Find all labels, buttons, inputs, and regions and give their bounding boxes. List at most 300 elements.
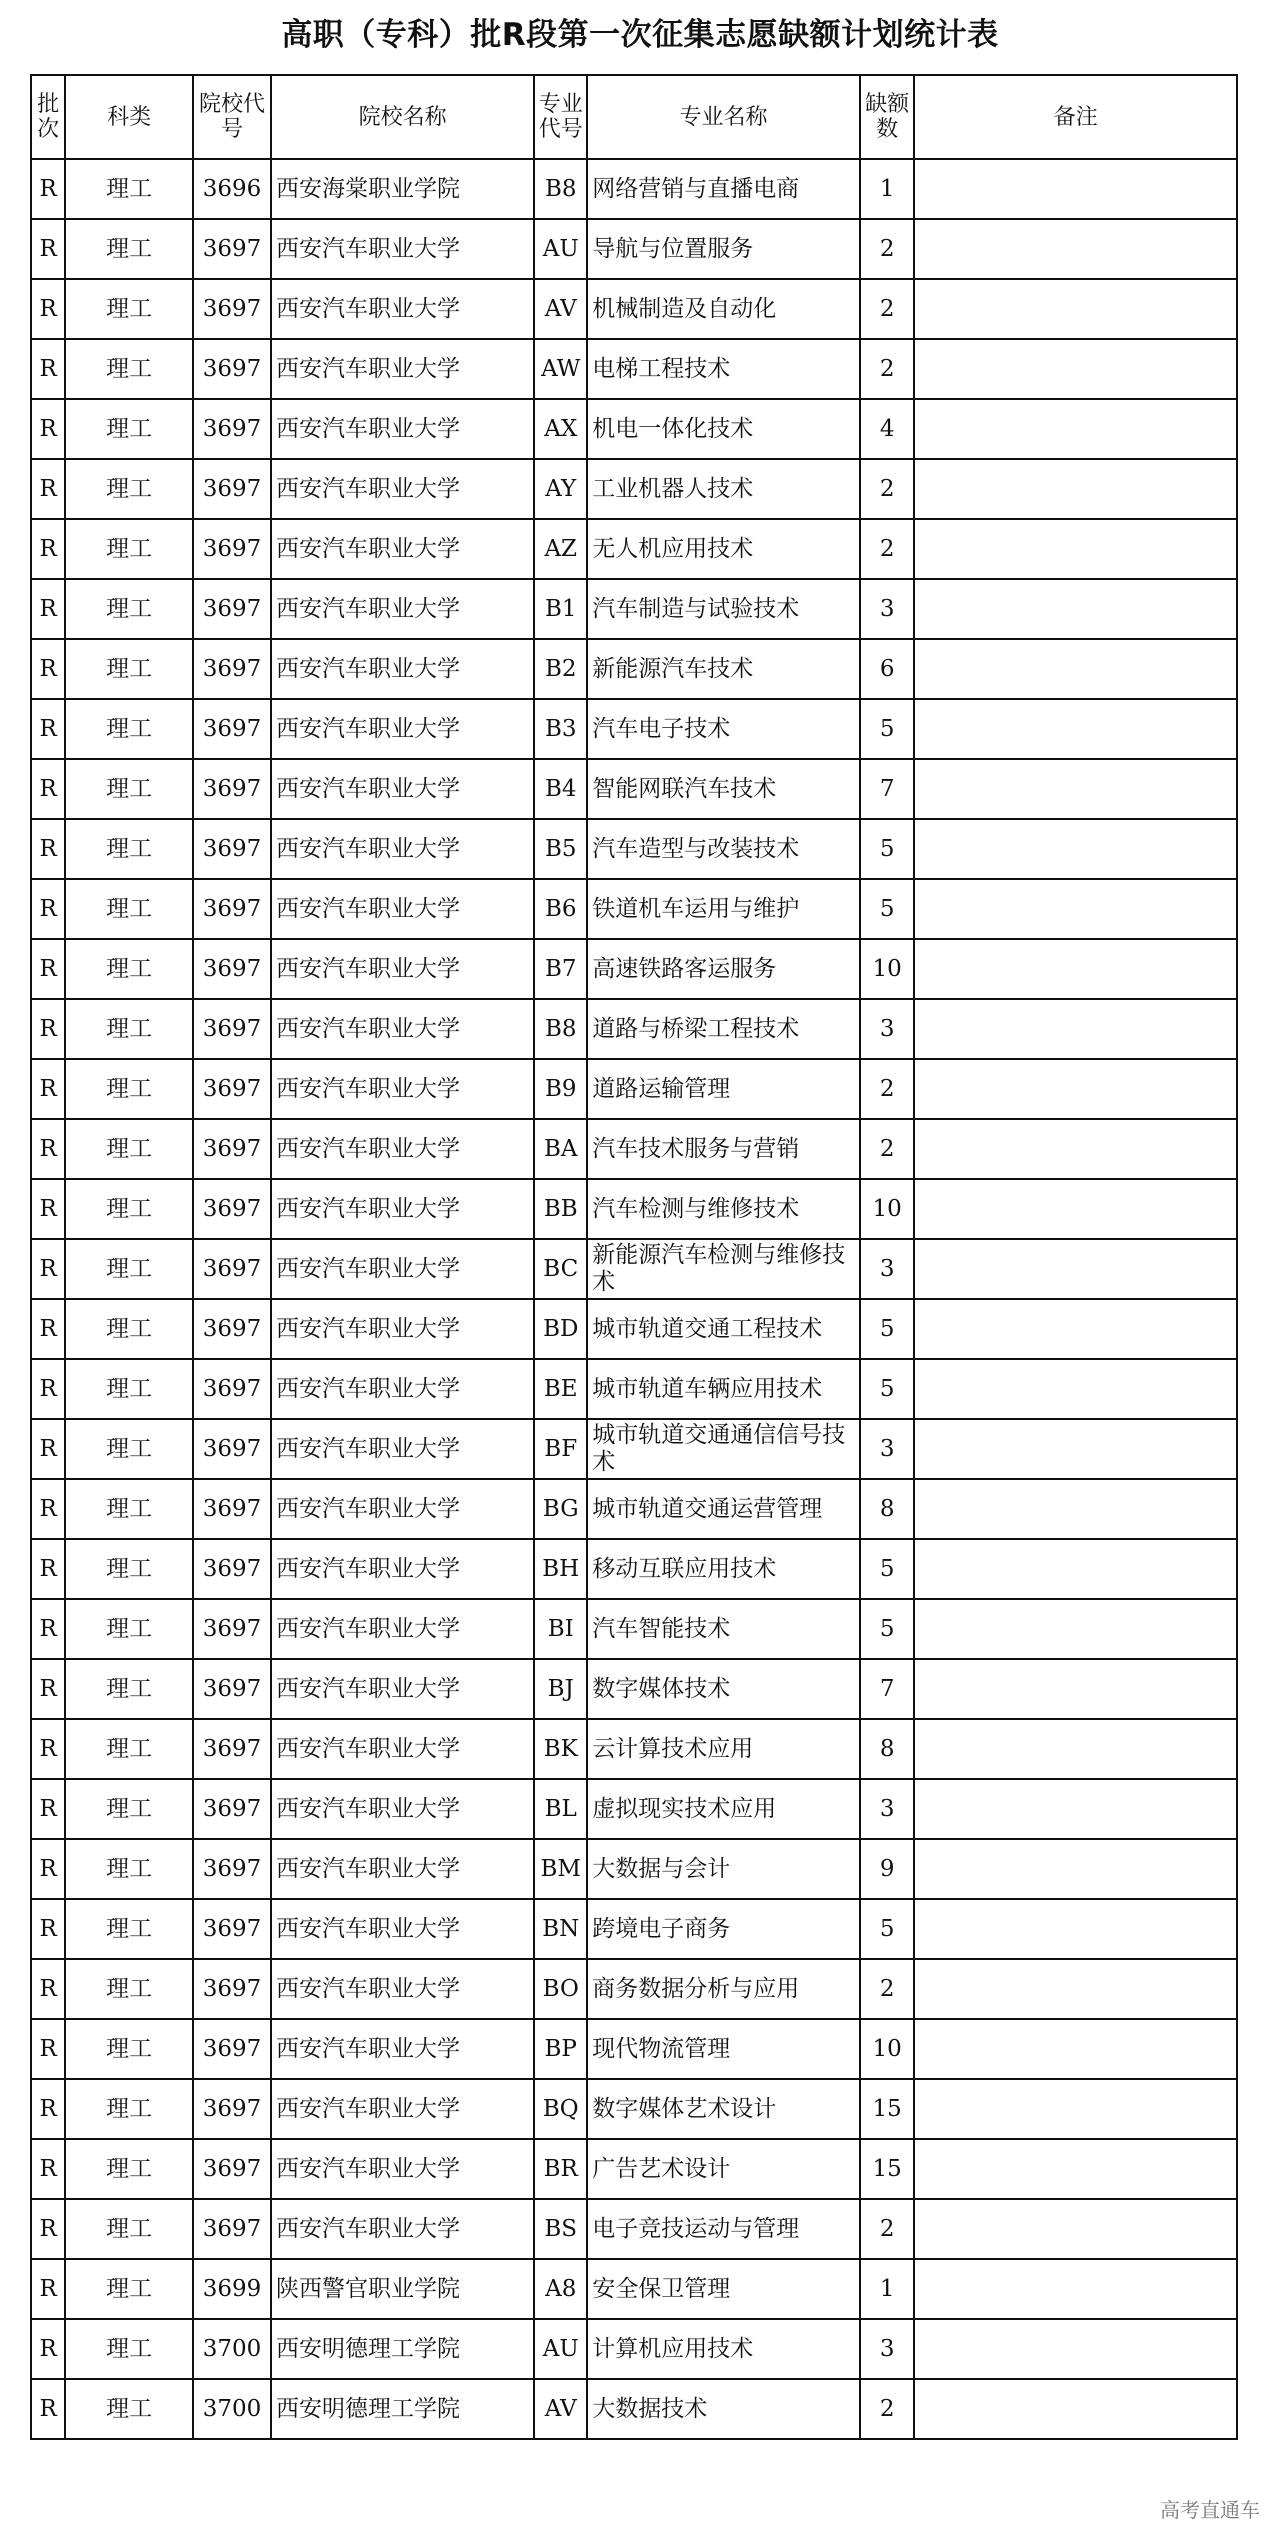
table-row bbox=[31, 2379, 1237, 2439]
cell-category: 理工 bbox=[65, 2259, 193, 2319]
cell-major-name: 城市轨道车辆应用技术 bbox=[587, 1359, 860, 1419]
cell-batch: R bbox=[31, 819, 65, 879]
cell-category: 理工 bbox=[65, 879, 193, 939]
cell-major-name: 汽车制造与试验技术 bbox=[587, 579, 860, 639]
cell-vacancy: 1 bbox=[860, 2259, 915, 2319]
cell-school-code: 3697 bbox=[193, 879, 271, 939]
cell-category: 理工 bbox=[65, 1179, 193, 1239]
cell-batch: R bbox=[31, 639, 65, 699]
cell-note bbox=[914, 1959, 1237, 2019]
cell-category: 理工 bbox=[65, 1539, 193, 1599]
cell-note bbox=[914, 2319, 1237, 2379]
table-row bbox=[31, 999, 1237, 1059]
cell-batch: R bbox=[31, 2079, 65, 2139]
cell-batch: R bbox=[31, 1059, 65, 1119]
cell-school-name: 西安汽车职业大学 bbox=[271, 1899, 534, 1959]
cell-vacancy: 15 bbox=[860, 2079, 915, 2139]
cell-major-code: B5 bbox=[534, 819, 587, 879]
table-row bbox=[31, 339, 1237, 399]
cell-school-code: 3697 bbox=[193, 339, 271, 399]
cell-category: 理工 bbox=[65, 279, 193, 339]
table-row bbox=[31, 639, 1237, 699]
header-batch: 批次 bbox=[31, 75, 65, 159]
cell-note bbox=[914, 1839, 1237, 1899]
table-row bbox=[31, 579, 1237, 639]
cell-school-code: 3697 bbox=[193, 1179, 271, 1239]
cell-major-name: 网络营销与直播电商 bbox=[587, 159, 860, 219]
cell-batch: R bbox=[31, 1359, 65, 1419]
cell-school-code: 3697 bbox=[193, 519, 271, 579]
watermark: 高考直通车 bbox=[1160, 2498, 1260, 2522]
cell-note bbox=[914, 2379, 1237, 2439]
cell-major-name: 城市轨道交通运营管理 bbox=[587, 1479, 860, 1539]
cell-school-code: 3697 bbox=[193, 1779, 271, 1839]
cell-school-name: 西安汽车职业大学 bbox=[271, 1959, 534, 2019]
cell-note bbox=[914, 159, 1237, 219]
cell-major-code: AY bbox=[534, 459, 587, 519]
cell-school-name: 西安汽车职业大学 bbox=[271, 879, 534, 939]
cell-major-code: AZ bbox=[534, 519, 587, 579]
cell-vacancy: 3 bbox=[860, 1779, 915, 1839]
cell-note bbox=[914, 1239, 1237, 1299]
cell-major-code: BO bbox=[534, 1959, 587, 2019]
cell-vacancy: 2 bbox=[860, 2199, 915, 2259]
cell-school-code: 3697 bbox=[193, 1119, 271, 1179]
table-row bbox=[31, 219, 1237, 279]
cell-category: 理工 bbox=[65, 2199, 193, 2259]
cell-school-code: 3697 bbox=[193, 939, 271, 999]
cell-category: 理工 bbox=[65, 2319, 193, 2379]
cell-vacancy: 2 bbox=[860, 519, 915, 579]
table-row bbox=[31, 279, 1237, 339]
cell-category: 理工 bbox=[65, 1299, 193, 1359]
cell-major-code: BJ bbox=[534, 1659, 587, 1719]
table-row bbox=[31, 2259, 1237, 2319]
cell-batch: R bbox=[31, 939, 65, 999]
cell-category: 理工 bbox=[65, 459, 193, 519]
cell-batch: R bbox=[31, 1899, 65, 1959]
cell-school-name: 西安汽车职业大学 bbox=[271, 1119, 534, 1179]
table-row bbox=[31, 1119, 1237, 1179]
cell-category: 理工 bbox=[65, 1899, 193, 1959]
cell-school-name: 西安汽车职业大学 bbox=[271, 1539, 534, 1599]
cell-batch: R bbox=[31, 1119, 65, 1179]
cell-vacancy: 2 bbox=[860, 279, 915, 339]
cell-school-name: 西安汽车职业大学 bbox=[271, 759, 534, 819]
table-row bbox=[31, 1299, 1237, 1359]
cell-vacancy: 1 bbox=[860, 159, 915, 219]
cell-category: 理工 bbox=[65, 2379, 193, 2439]
cell-major-name: 移动互联应用技术 bbox=[587, 1539, 860, 1599]
cell-category: 理工 bbox=[65, 1959, 193, 2019]
cell-major-code: BK bbox=[534, 1719, 587, 1779]
cell-major-code: BH bbox=[534, 1539, 587, 1599]
cell-batch: R bbox=[31, 219, 65, 279]
cell-category: 理工 bbox=[65, 1599, 193, 1659]
cell-major-code: BL bbox=[534, 1779, 587, 1839]
cell-batch: R bbox=[31, 2379, 65, 2439]
header-school-code: 院校代号 bbox=[193, 75, 271, 159]
cell-school-name: 西安汽车职业大学 bbox=[271, 1419, 534, 1479]
cell-category: 理工 bbox=[65, 939, 193, 999]
cell-school-name: 西安汽车职业大学 bbox=[271, 1599, 534, 1659]
cell-school-code: 3697 bbox=[193, 1959, 271, 2019]
cell-major-code: BB bbox=[534, 1179, 587, 1239]
cell-vacancy: 5 bbox=[860, 1599, 915, 1659]
cell-major-code: B4 bbox=[534, 759, 587, 819]
cell-major-name: 城市轨道交通通信信号技术 bbox=[587, 1419, 860, 1479]
cell-category: 理工 bbox=[65, 1119, 193, 1179]
table-row bbox=[31, 399, 1237, 459]
cell-batch: R bbox=[31, 699, 65, 759]
cell-major-code: BQ bbox=[534, 2079, 587, 2139]
cell-major-name: 汽车智能技术 bbox=[587, 1599, 860, 1659]
cell-note bbox=[914, 639, 1237, 699]
cell-major-code: BS bbox=[534, 2199, 587, 2259]
cell-vacancy: 5 bbox=[860, 819, 915, 879]
header-note: 备注 bbox=[914, 75, 1237, 159]
table-row bbox=[31, 1599, 1237, 1659]
cell-major-name: 现代物流管理 bbox=[587, 2019, 860, 2079]
cell-batch: R bbox=[31, 1299, 65, 1359]
cell-batch: R bbox=[31, 1659, 65, 1719]
cell-school-code: 3697 bbox=[193, 1059, 271, 1119]
cell-major-code: BG bbox=[534, 1479, 587, 1539]
table-row bbox=[31, 879, 1237, 939]
cell-major-name: 广告艺术设计 bbox=[587, 2139, 860, 2199]
table-row bbox=[31, 1239, 1237, 1299]
page-title: 高职（专科）批R段第一次征集志愿缺额计划统计表 bbox=[281, 17, 999, 53]
cell-school-name: 西安汽车职业大学 bbox=[271, 579, 534, 639]
cell-category: 理工 bbox=[65, 639, 193, 699]
cell-category: 理工 bbox=[65, 339, 193, 399]
cell-category: 理工 bbox=[65, 999, 193, 1059]
cell-vacancy: 8 bbox=[860, 1479, 915, 1539]
cell-school-name: 西安汽车职业大学 bbox=[271, 2019, 534, 2079]
cell-vacancy: 7 bbox=[860, 1659, 915, 1719]
cell-school-name: 西安明德理工学院 bbox=[271, 2379, 534, 2439]
cell-school-name: 西安汽车职业大学 bbox=[271, 1299, 534, 1359]
cell-category: 理工 bbox=[65, 1059, 193, 1119]
cell-major-code: B9 bbox=[534, 1059, 587, 1119]
cell-school-code: 3697 bbox=[193, 1239, 271, 1299]
cell-vacancy: 9 bbox=[860, 1839, 915, 1899]
table-row bbox=[31, 459, 1237, 519]
cell-school-name: 西安汽车职业大学 bbox=[271, 279, 534, 339]
cell-vacancy: 10 bbox=[860, 939, 915, 999]
cell-school-name: 西安汽车职业大学 bbox=[271, 2079, 534, 2139]
cell-school-name: 西安汽车职业大学 bbox=[271, 999, 534, 1059]
cell-batch: R bbox=[31, 279, 65, 339]
table-row bbox=[31, 1359, 1237, 1419]
table-row bbox=[31, 1959, 1237, 2019]
cell-school-code: 3697 bbox=[193, 1599, 271, 1659]
cell-note bbox=[914, 999, 1237, 1059]
cell-note bbox=[914, 2079, 1237, 2139]
cell-major-code: B8 bbox=[534, 159, 587, 219]
cell-major-name: 道路与桥梁工程技术 bbox=[587, 999, 860, 1059]
cell-major-name: 导航与位置服务 bbox=[587, 219, 860, 279]
cell-note bbox=[914, 1599, 1237, 1659]
cell-major-name: 跨境电子商务 bbox=[587, 1899, 860, 1959]
cell-note bbox=[914, 2259, 1237, 2319]
cell-note bbox=[914, 399, 1237, 459]
cell-vacancy: 3 bbox=[860, 579, 915, 639]
cell-school-name: 西安海棠职业学院 bbox=[271, 159, 534, 219]
cell-batch: R bbox=[31, 1599, 65, 1659]
cell-school-code: 3697 bbox=[193, 279, 271, 339]
cell-vacancy: 5 bbox=[860, 1539, 915, 1599]
cell-school-name: 西安汽车职业大学 bbox=[271, 339, 534, 399]
cell-major-name: 计算机应用技术 bbox=[587, 2319, 860, 2379]
cell-batch: R bbox=[31, 2019, 65, 2079]
cell-category: 理工 bbox=[65, 1659, 193, 1719]
cell-batch: R bbox=[31, 159, 65, 219]
cell-major-name: 高速铁路客运服务 bbox=[587, 939, 860, 999]
cell-major-code: AX bbox=[534, 399, 587, 459]
table-row bbox=[31, 2139, 1237, 2199]
cell-school-code: 3697 bbox=[193, 2079, 271, 2139]
cell-category: 理工 bbox=[65, 2079, 193, 2139]
cell-major-code: B7 bbox=[534, 939, 587, 999]
cell-school-code: 3697 bbox=[193, 819, 271, 879]
cell-note bbox=[914, 519, 1237, 579]
cell-vacancy: 2 bbox=[860, 1959, 915, 2019]
cell-major-code: BN bbox=[534, 1899, 587, 1959]
cell-batch: R bbox=[31, 459, 65, 519]
cell-major-name: 无人机应用技术 bbox=[587, 519, 860, 579]
cell-category: 理工 bbox=[65, 1419, 193, 1479]
cell-category: 理工 bbox=[65, 2139, 193, 2199]
cell-vacancy: 5 bbox=[860, 879, 915, 939]
cell-note bbox=[914, 1059, 1237, 1119]
cell-major-code: BE bbox=[534, 1359, 587, 1419]
cell-school-code: 3697 bbox=[193, 1539, 271, 1599]
cell-batch: R bbox=[31, 1719, 65, 1779]
cell-school-code: 3697 bbox=[193, 1299, 271, 1359]
cell-major-code: BR bbox=[534, 2139, 587, 2199]
cell-major-name: 汽车检测与维修技术 bbox=[587, 1179, 860, 1239]
cell-batch: R bbox=[31, 399, 65, 459]
cell-vacancy: 2 bbox=[860, 2379, 915, 2439]
cell-vacancy: 6 bbox=[860, 639, 915, 699]
cell-school-name: 西安汽车职业大学 bbox=[271, 1479, 534, 1539]
cell-school-name: 西安汽车职业大学 bbox=[271, 1239, 534, 1299]
cell-school-name: 西安汽车职业大学 bbox=[271, 819, 534, 879]
cell-category: 理工 bbox=[65, 1779, 193, 1839]
cell-major-name: 电子竞技运动与管理 bbox=[587, 2199, 860, 2259]
cell-note bbox=[914, 699, 1237, 759]
cell-school-name: 西安汽车职业大学 bbox=[271, 459, 534, 519]
cell-major-name: 汽车技术服务与营销 bbox=[587, 1119, 860, 1179]
cell-batch: R bbox=[31, 1839, 65, 1899]
cell-category: 理工 bbox=[65, 1359, 193, 1419]
cell-major-name: 汽车造型与改装技术 bbox=[587, 819, 860, 879]
table-row bbox=[31, 1659, 1237, 1719]
cell-major-name: 新能源汽车检测与维修技术 bbox=[587, 1239, 860, 1299]
cell-school-name: 西安明德理工学院 bbox=[271, 2319, 534, 2379]
cell-school-code: 3697 bbox=[193, 1719, 271, 1779]
cell-school-code: 3697 bbox=[193, 1659, 271, 1719]
cell-batch: R bbox=[31, 999, 65, 1059]
table-row bbox=[31, 759, 1237, 819]
cell-batch: R bbox=[31, 1179, 65, 1239]
table-row bbox=[31, 1179, 1237, 1239]
cell-batch: R bbox=[31, 1539, 65, 1599]
cell-major-name: 云计算技术应用 bbox=[587, 1719, 860, 1779]
cell-vacancy: 2 bbox=[860, 459, 915, 519]
cell-category: 理工 bbox=[65, 819, 193, 879]
cell-major-name: 电梯工程技术 bbox=[587, 339, 860, 399]
table-row bbox=[31, 2019, 1237, 2079]
cell-category: 理工 bbox=[65, 1839, 193, 1899]
cell-vacancy: 2 bbox=[860, 339, 915, 399]
cell-note bbox=[914, 1479, 1237, 1539]
cell-note bbox=[914, 219, 1237, 279]
cell-major-name: 铁道机车运用与维护 bbox=[587, 879, 860, 939]
cell-batch: R bbox=[31, 2199, 65, 2259]
cell-major-code: BA bbox=[534, 1119, 587, 1179]
cell-batch: R bbox=[31, 2319, 65, 2379]
cell-vacancy: 7 bbox=[860, 759, 915, 819]
cell-school-name: 西安汽车职业大学 bbox=[271, 699, 534, 759]
cell-major-name: 道路运输管理 bbox=[587, 1059, 860, 1119]
cell-major-code: AV bbox=[534, 2379, 587, 2439]
cell-school-name: 西安汽车职业大学 bbox=[271, 399, 534, 459]
table-row bbox=[31, 939, 1237, 999]
cell-note bbox=[914, 1179, 1237, 1239]
cell-vacancy: 10 bbox=[860, 1179, 915, 1239]
table-header-row bbox=[31, 75, 1237, 159]
cell-batch: R bbox=[31, 1779, 65, 1839]
cell-school-code: 3697 bbox=[193, 579, 271, 639]
cell-school-name: 西安汽车职业大学 bbox=[271, 939, 534, 999]
table-row bbox=[31, 1539, 1237, 1599]
cell-school-code: 3700 bbox=[193, 2379, 271, 2439]
cell-note bbox=[914, 1779, 1237, 1839]
cell-note bbox=[914, 279, 1237, 339]
cell-major-name: 汽车电子技术 bbox=[587, 699, 860, 759]
cell-school-code: 3697 bbox=[193, 219, 271, 279]
cell-major-name: 机械制造及自动化 bbox=[587, 279, 860, 339]
table-row bbox=[31, 1419, 1237, 1479]
cell-note bbox=[914, 879, 1237, 939]
cell-major-code: BC bbox=[534, 1239, 587, 1299]
header-vacancy: 缺额数 bbox=[860, 75, 915, 159]
cell-category: 理工 bbox=[65, 579, 193, 639]
cell-school-name: 西安汽车职业大学 bbox=[271, 1359, 534, 1419]
cell-school-code: 3697 bbox=[193, 399, 271, 459]
cell-school-code: 3697 bbox=[193, 639, 271, 699]
cell-batch: R bbox=[31, 879, 65, 939]
cell-vacancy: 3 bbox=[860, 1419, 915, 1479]
cell-school-code: 3697 bbox=[193, 1359, 271, 1419]
cell-category: 理工 bbox=[65, 519, 193, 579]
cell-major-name: 大数据技术 bbox=[587, 2379, 860, 2439]
cell-major-name: 数字媒体技术 bbox=[587, 1659, 860, 1719]
table-row bbox=[31, 2199, 1237, 2259]
cell-school-name: 西安汽车职业大学 bbox=[271, 1659, 534, 1719]
cell-note bbox=[914, 2139, 1237, 2199]
cell-school-code: 3697 bbox=[193, 999, 271, 1059]
cell-note bbox=[914, 819, 1237, 879]
cell-category: 理工 bbox=[65, 399, 193, 459]
cell-batch: R bbox=[31, 1239, 65, 1299]
cell-major-code: AW bbox=[534, 339, 587, 399]
cell-batch: R bbox=[31, 519, 65, 579]
cell-school-name: 西安汽车职业大学 bbox=[271, 2199, 534, 2259]
cell-school-name: 陕西警官职业学院 bbox=[271, 2259, 534, 2319]
cell-major-name: 工业机器人技术 bbox=[587, 459, 860, 519]
cell-major-name: 数字媒体艺术设计 bbox=[587, 2079, 860, 2139]
table-row bbox=[31, 1779, 1237, 1839]
table-row bbox=[31, 699, 1237, 759]
cell-vacancy: 15 bbox=[860, 2139, 915, 2199]
cell-note bbox=[914, 759, 1237, 819]
cell-vacancy: 5 bbox=[860, 699, 915, 759]
cell-school-name: 西安汽车职业大学 bbox=[271, 1179, 534, 1239]
cell-school-name: 西安汽车职业大学 bbox=[271, 1059, 534, 1119]
cell-batch: R bbox=[31, 1959, 65, 2019]
cell-school-code: 3697 bbox=[193, 699, 271, 759]
table-row bbox=[31, 1839, 1237, 1899]
cell-school-name: 西安汽车职业大学 bbox=[271, 639, 534, 699]
table-row bbox=[31, 1719, 1237, 1779]
cell-major-code: AU bbox=[534, 219, 587, 279]
cell-category: 理工 bbox=[65, 699, 193, 759]
cell-note bbox=[914, 1539, 1237, 1599]
cell-school-name: 西安汽车职业大学 bbox=[271, 1719, 534, 1779]
cell-vacancy: 5 bbox=[860, 1899, 915, 1959]
cell-school-code: 3700 bbox=[193, 2319, 271, 2379]
cell-major-code: B1 bbox=[534, 579, 587, 639]
cell-major-code: B6 bbox=[534, 879, 587, 939]
cell-category: 理工 bbox=[65, 759, 193, 819]
cell-note bbox=[914, 1299, 1237, 1359]
cell-school-code: 3697 bbox=[193, 1899, 271, 1959]
cell-school-code: 3697 bbox=[193, 1839, 271, 1899]
cell-school-code: 3697 bbox=[193, 2019, 271, 2079]
cell-school-name: 西安汽车职业大学 bbox=[271, 1779, 534, 1839]
table-row bbox=[31, 1479, 1237, 1539]
cell-school-name: 西安汽车职业大学 bbox=[271, 2139, 534, 2199]
cell-school-code: 3699 bbox=[193, 2259, 271, 2319]
cell-major-name: 智能网联汽车技术 bbox=[587, 759, 860, 819]
vacancy-table bbox=[30, 74, 1238, 2440]
cell-school-code: 3697 bbox=[193, 1479, 271, 1539]
cell-vacancy: 2 bbox=[860, 1119, 915, 1179]
cell-batch: R bbox=[31, 759, 65, 819]
cell-major-code: BD bbox=[534, 1299, 587, 1359]
cell-batch: R bbox=[31, 339, 65, 399]
cell-major-name: 大数据与会计 bbox=[587, 1839, 860, 1899]
cell-category: 理工 bbox=[65, 219, 193, 279]
cell-category: 理工 bbox=[65, 2019, 193, 2079]
cell-major-code: A8 bbox=[534, 2259, 587, 2319]
table-row bbox=[31, 819, 1237, 879]
table-row bbox=[31, 1899, 1237, 1959]
cell-school-code: 3696 bbox=[193, 159, 271, 219]
cell-major-code: B2 bbox=[534, 639, 587, 699]
cell-vacancy: 3 bbox=[860, 1239, 915, 1299]
cell-major-name: 虚拟现实技术应用 bbox=[587, 1779, 860, 1839]
cell-note bbox=[914, 1119, 1237, 1179]
cell-school-code: 3697 bbox=[193, 2199, 271, 2259]
cell-school-code: 3697 bbox=[193, 459, 271, 519]
cell-major-code: B3 bbox=[534, 699, 587, 759]
cell-note bbox=[914, 339, 1237, 399]
cell-category: 理工 bbox=[65, 159, 193, 219]
